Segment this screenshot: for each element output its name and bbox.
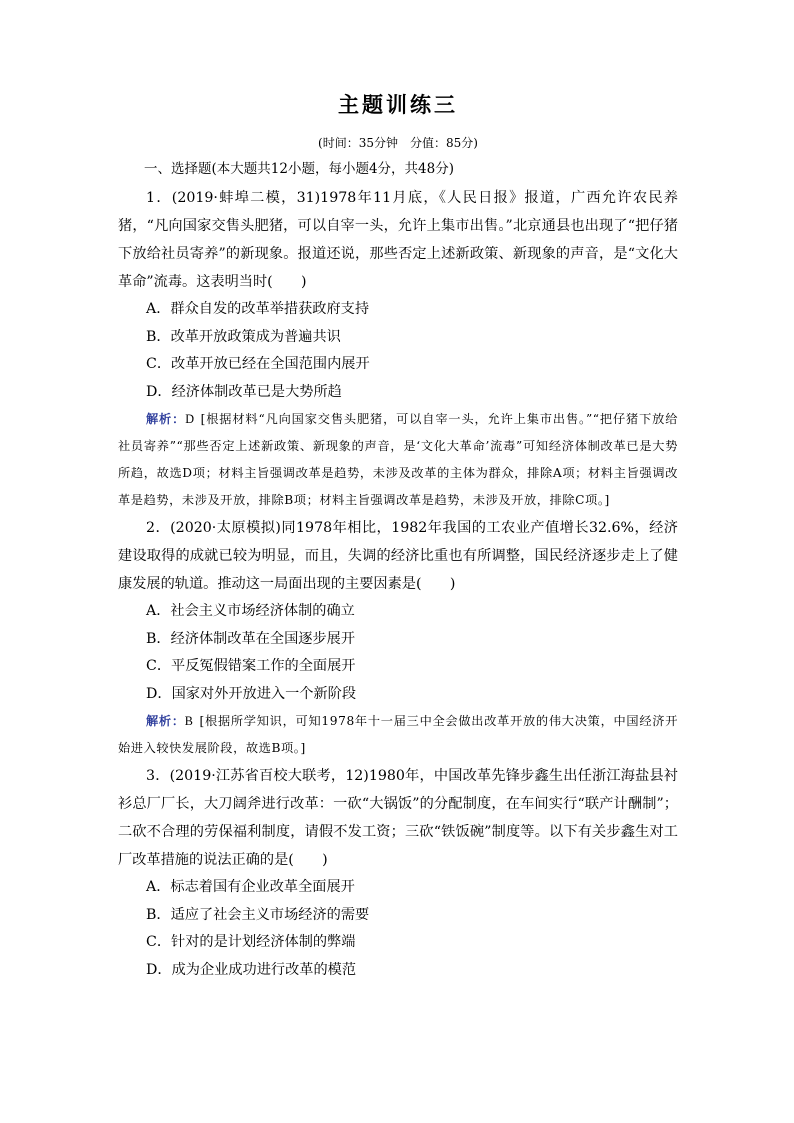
option-b: B．适应了社会主义市场经济的需要 [146,906,370,923]
section-heading: 一、选择题(本大题共12小题，每小题4分，共48分) [144,161,454,177]
answer-key: D [185,412,195,426]
question-stem: 2．(2020·太原模拟)同1978年相比，1982年我国的工农业产值增长32.6%，经济建设取得的成就已较为明显，而且，失调的经济比重也有所调整，国民经济逐步走上了健康发展的轨道。推动这一局面出现的主要因素是( ) [118,520,678,592]
answer-explanation [118,406,678,514]
option-d: D．成为企业成功进行改革的模范 [146,961,357,978]
question-stem: 3．(2019·江苏省百校大联考，12)1980年，中国改革先锋步鑫生出任浙江海盐县衬衫总厂厂长，大刀阔斧进行改革：一砍“大锅饭”的分配制度，在车间实行“联产计酬制”；二砍不合理的劳保福利制度，请假不发工资；三砍“铁饭碗”制度等。以下有关步鑫生对工厂改革措施的说法正确的是( ) [118,768,678,868]
answer-label: 解析： [146,412,186,426]
answer-text: [根据材料“凡向国家交售头肥猪，可以自宰一头，允许上集市出售。”“把仔猪下放给社员寄养”“那些否定上述新政策、新现象的声音，是‘文化大革命’流毒”可知经济体制改革已是大势所趋，故选D项；材料主旨强调改革是趋势，未涉及改革的主体为群众，排除A项；材料主旨强调改革是趋势，未涉及开放，排除B项；材料主旨强调改革是趋势，未涉及开放，排除C项。] [118,412,678,507]
option-a: A．标志着国有企业改革全面展开 [146,879,355,895]
exam-meta: (时间：35分钟 分值：85分) [318,136,478,150]
question-2 [118,514,678,762]
option-c: C．针对的是计划经济体制的弊端 [146,934,356,950]
document-page [118,90,678,984]
page-title: 主题训练三 [338,92,458,117]
answer-text: [根据所学知识，可知1978年十一届三中全会做出改革开放的伟大决策，中国经济开始进入较快发展阶段，故选B项。] [118,714,678,755]
option-c: C．平反冤假错案工作的全面展开 [146,658,356,674]
option-b: B．改革开放政策成为普遍共识 [146,328,341,345]
question-stem: 1．(2019·蚌埠二模，31)1978年11月底，《人民日报》报道，广西允许农民养猪，“凡向国家交售头肥猪，可以自宰一头，允许上集市出售。”北京通县也出现了“把仔猪下放给社员寄养”的新现象。报道还说，那些否定上述新政策、新现象的声音，是“文化大革命”流毒。这表明当时( ) [118,190,678,290]
option-d: D．经济体制改革已是大势所趋 [146,383,342,400]
question-3 [118,762,678,984]
answer-explanation [118,708,678,762]
option-d: D．国家对外开放进入一个新阶段 [146,685,357,702]
option-a: A．群众自发的改革举措获政府支持 [146,301,370,317]
option-c: C．改革开放已经在全国范围内展开 [146,356,370,372]
option-a: A．社会主义市场经济体制的确立 [146,603,355,619]
answer-label: 解析： [146,714,185,728]
question-1 [118,184,678,514]
answer-key: B [184,714,194,728]
option-b: B．经济体制改革在全国逐步展开 [146,630,356,647]
